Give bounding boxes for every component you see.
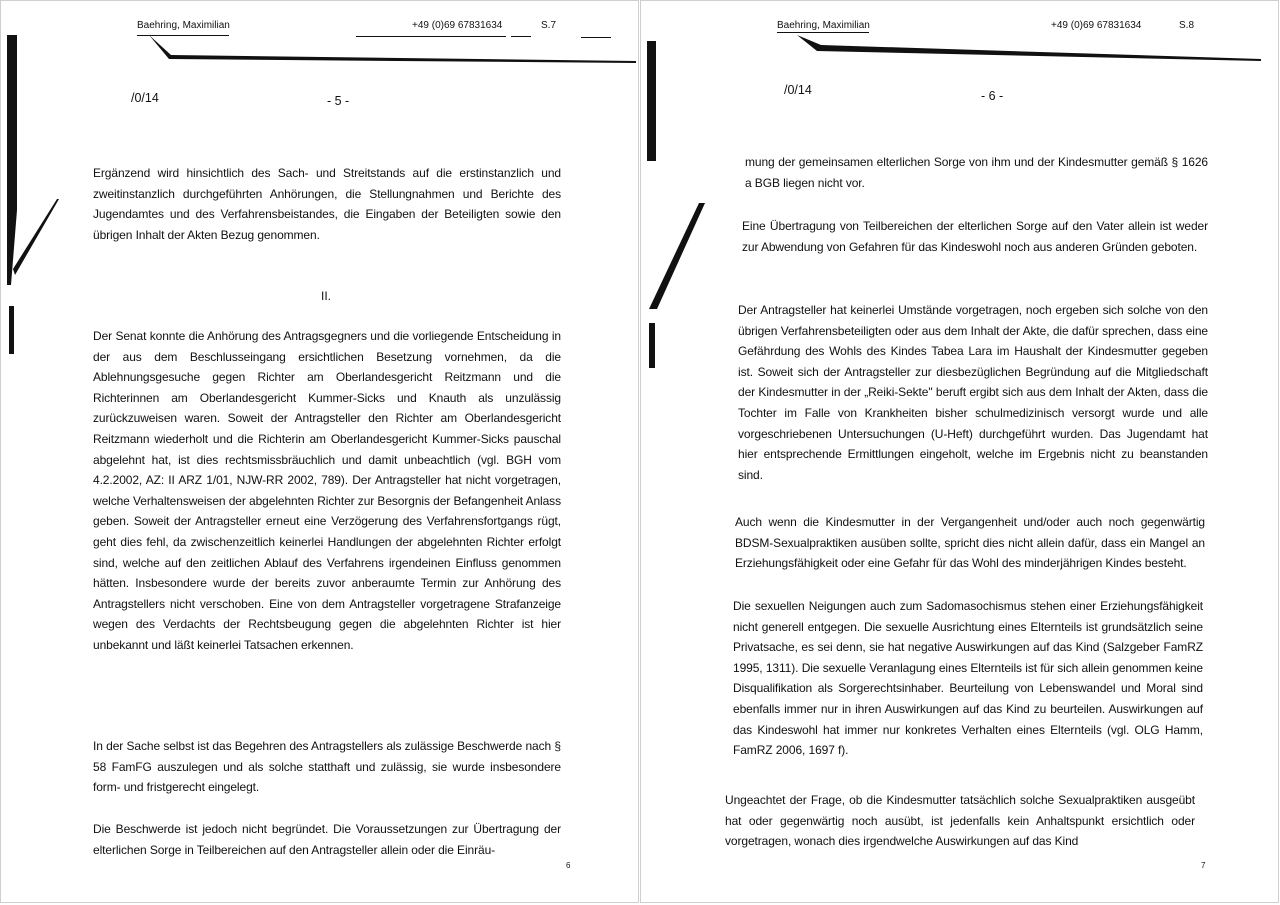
scan-header-wedge xyxy=(141,33,639,69)
paragraph xyxy=(745,152,1208,193)
fax-header-phone: +49 (0)69 67831634 xyxy=(1051,20,1142,31)
fax-header-page: S.7 xyxy=(541,20,557,31)
scan-margin-mark xyxy=(647,201,707,311)
fax-header-name: Baehring, Maximilian xyxy=(777,20,870,31)
paragraph-text: Ungeachtet der Frage, ob die Kindesmutter tatsächlich solche Sexualpraktiken ausgeübt hat oder gegenwärtig noch ausübt, ist jedenfalls kein Anhaltspunkt ersichtlich oder vorgetragen, wonach dies irgendwelche Auswirkungen auf das Kind xyxy=(725,793,1195,849)
paragraph-text: Eine Übertragung von Teilbereichen der elterlichen Sorge auf den Vater allein ist weder zur Abwendung von Gefahren für das Kindeswohl noch aus anderen Gründen geboten. xyxy=(742,219,1208,254)
scan-margin-mark xyxy=(11,197,61,277)
page-number: - 5 - xyxy=(327,94,350,108)
paragraph-text: Die sexuellen Neigungen auch zum Sadomasochismus stehen einer Erziehungsfähigkeit nicht generell entgegen. Die sexuelle Ausrichtung eines Elternteils ist grundsätzlich seine Privatsache, es sei denn, sie hat negative Auswirkungen auf das Kind (Salzgeber FamRZ 1995, 1311). Die sexuelle Veranlagung eines Elternteils ist für sich allein genommen keine Disqualifikation als Sorgerechtsinhaber. Beurteilung von Lebenswandel und Moral sind ebenfalls immer nur in ihren Auswirkungen auf das Kind zu beurteilen. Auswirkungen auf das Kindeswohl hat immer nur konkretes Verhalten eines Elternteils (vgl. OLG Hamm, FamRZ 2006, 1697 f). xyxy=(733,599,1203,758)
paragraph xyxy=(735,512,1205,574)
scan-margin-mark xyxy=(9,306,14,354)
fax-header-phone: +49 (0)69 67831634 xyxy=(412,20,503,31)
file-reference: /0/14 xyxy=(131,91,159,105)
paragraph-text: Auch wenn die Kindesmutter in der Vergangenheit und/oder auch noch gegenwärtig BDSM-Sexualpraktiken ausüben sollte, spricht dies nicht allein dafür, dass ein Mangel an Erziehungsfähigkeit oder eine Gefahr für das Wohl des minderjährigen Kindes besteht. xyxy=(735,515,1205,571)
paragraph xyxy=(93,326,561,656)
page-footer-number: 6 xyxy=(566,861,571,870)
paragraph-text: Ergänzend wird hinsichtlich des Sach- und Streitstands auf die erstinstanzlich und zweitinstanzlich durchgeführten Anhörungen, die Stellungnahmen und Berichte des Jugendamtes und des Verfahrensbeistandes, die Eingaben der Beteiligten sowie den übrigen Inhalt der Akten Bezug genommen. xyxy=(93,166,561,242)
paragraph-text: Der Senat konnte die Anhörung des Antragsgegners und die vorliegende Entscheidung in der aus dem Beschlusseingang ersichtlichen Besetzung vornehmen, da die Ablehnungsgesuche gegen Richter am Oberlandesgericht Reitzmann und die Richterinnen am Oberlandesgericht Kummer-Sicks und Knauth als unzulässig zurückzuweisen waren. Soweit der Antragsteller den Richter am Oberlandesgericht Reitzmann wiederholt und die Richterin am Oberlandesgericht Kummer-Sicks pauschal abgelehnt hat, ist dies rechtsmissbräuchlich und damit unbeachtlich (vgl. BGH vom 4.2.2002, AZ: II ARZ 1/01, NJW-RR 2002, 789). Der Antragsteller hat nicht vorgetragen, welche Verhaltensweisen der abgelehnten Richter zur Besorgnis der Befangenheit Anlass geben. Soweit der Antragsteller erneut eine Verzögerung des Verfahrensfortgangs rügt, geht dies fehl, da zwischenzeitlich keinerlei Handlungen der abgelehnten Richter erfolgt sind, welche auf den zeitlichen Ablauf des Verfahrens irgendeinen Einfluss genommen hätten. Insbesondere wurde der bereits zuvor anberaumte Termin zur Anhörung des Antragstellers nicht verschoben. Eine von dem Antragsteller vorgetragene Strafanzeige wegen des Verdachts der Rechtsbeugung gegen die abgelehnten Richter ist hier unbekannt und läßt keinerlei Tatsachen erkennen. xyxy=(93,329,561,652)
paragraph-text: mung der gemeinsamen elterlichen Sorge von ihm und der Kindesmutter gemäß § 1626 a BGB liegen nicht vor. xyxy=(745,155,1208,190)
paragraph xyxy=(742,216,1208,257)
section-heading: II. xyxy=(321,289,332,303)
paragraph xyxy=(725,790,1195,852)
fax-header-name: Baehring, Maximilian xyxy=(137,20,230,31)
scan-margin-mark xyxy=(647,41,656,161)
fax-header-page: S.8 xyxy=(1179,20,1195,31)
paragraph xyxy=(93,736,561,798)
document-page-left xyxy=(0,0,639,903)
paragraph-text: In der Sache selbst ist das Begehren des Antragstellers als zulässige Beschwerde nach § 58 FamFG auszulegen und als solche statthaft und zulässig, sie wurde insbesondere form- und fristgerecht eingelegt. xyxy=(93,739,561,795)
scan-header-wedge xyxy=(791,29,1271,69)
paragraph-text: Die Beschwerde ist jedoch nicht begründet. Die Voraussetzungen zur Übertragung der elterlichen Sorge in Teilbereichen auf den Antragsteller allein oder die Einräu- xyxy=(93,822,561,857)
scan-margin-mark xyxy=(649,323,655,368)
paragraph-text: Der Antragsteller hat keinerlei Umstände vorgetragen, noch ergeben sich solche von den übrigen Verfahrensbeteiligten oder aus dem Inhalt der Akte, die dafür sprechen, dass eine Gefährdung des Wohls des Kindes Tabea Lara im Haushalt der Kindesmutter gegeben ist. Soweit sich der Antragsteller zur diesbezüglichen Begründung auf die Mitgliedschaft der Kindesmutter in der „Reiki-Sekte" beruft ergibt sich aus dem Inhalt der Akten, dass die Tochter im Falle von Krankheiten bisher schulmedizinisch versorgt wurde und alle vorgeschriebenen Untersuchungen (U-Heft) durchgeführt wurden. Das Jugendamt hat hier entsprechende Ermittlungen eingeholt, welche im Ergebnis nicht zu beanstanden sind. xyxy=(738,303,1208,482)
page-number: - 6 - xyxy=(981,89,1004,103)
paragraph xyxy=(738,300,1208,485)
file-reference: /0/14 xyxy=(784,83,812,97)
paragraph xyxy=(93,163,561,245)
page-footer-number: 7 xyxy=(1201,861,1206,870)
paragraph xyxy=(733,596,1203,761)
paragraph xyxy=(93,819,561,860)
